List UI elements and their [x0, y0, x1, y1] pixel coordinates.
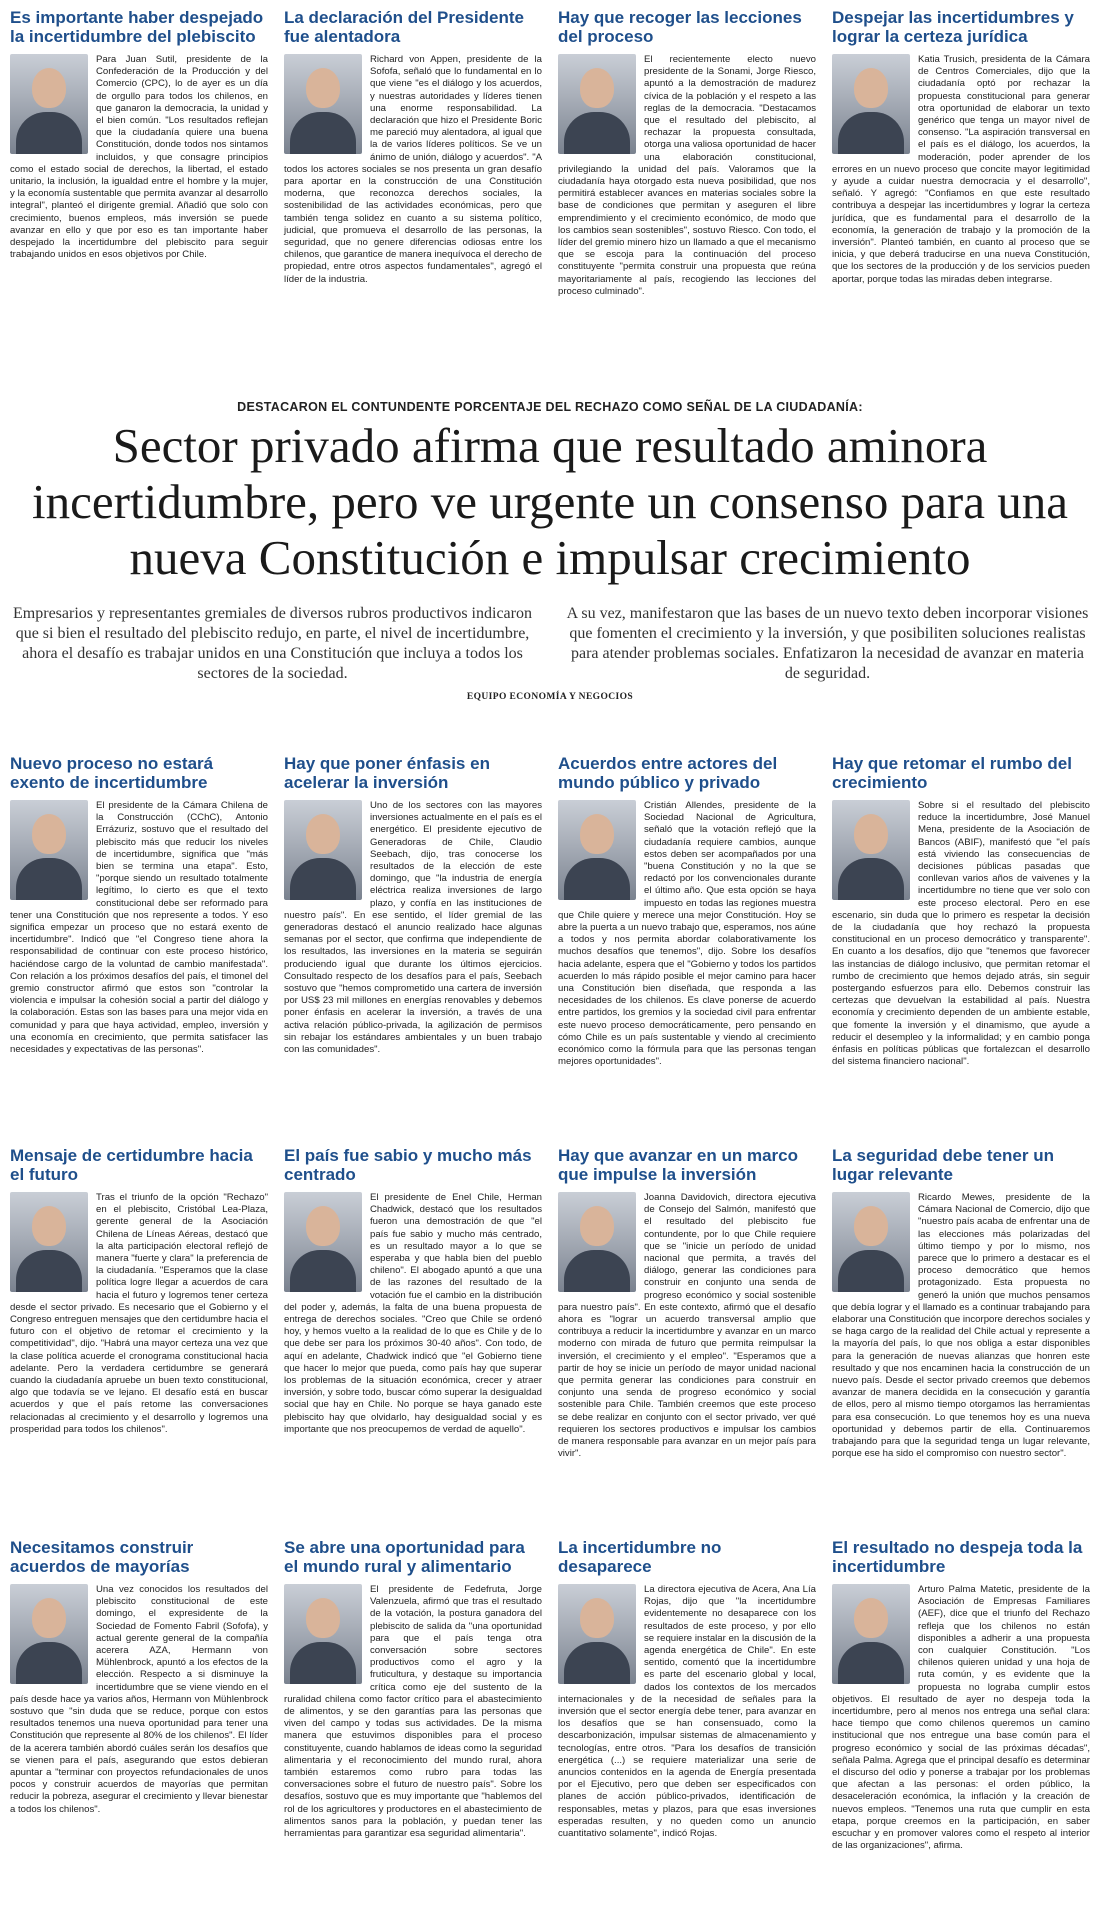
portrait-photo	[10, 54, 88, 154]
portrait-photo	[558, 1192, 636, 1292]
card-title: Se abre una oportunidad para el mundo rural y alimentario	[284, 1538, 525, 1576]
card-title: Hay que retomar el rumbo del crecimiento	[832, 754, 1072, 792]
card-body: El recientemente electo nuevo presidente de la Sonami, Jorge Riesco, apuntó a la demostración de madurez cívica de la población y el respeto a las reglas de la democracia. "Destacamos que el resultado del plebiscito, al rechazar la propuesta consultada, otorga una valiosa oportunidad de hacer una elaboración constitucional, privilegiando la unidad del país. Valoramos que la ciudadanía haya otorgado esta nueva posibilidad, que nos permitirá establecer avances en materias sociales sobre la base de condiciones que permitan y aseguren el libre emprendimiento y el crecimiento económico, de modo que los cambios sean sostenibles", sostuvo Riesco. Con todo, el líder del gremio minero hizo un llamado a que el mecanismo que se escoja para la continuación del proceso constituyente "permita construir una propuesta que reúna mayoritariamente al país, recogiendo las lecciones del proceso culminado".	[558, 54, 816, 297]
card-body: El presidente de Fedefruta, Jorge Valenzuela, afirmó que tras el resultado de la votación, la postura ganadora del plebiscito de salida da "una oportunidad para que el país tenga otra conversación sobre sectores productivos como el agro y la fruticultura, y destaque su importancia crítica como eje del sustento de la ruralidad chilena como factor crítico para el abastecimiento de alimentos, y se den garantías para las personas que viven del campo y todas sus actividades. De la misma manera que estuvimos disponibles para el proceso constituyente, cuando hablamos de ideas como la seguridad alimentaria y el reconocimiento del mundo rural, ahora también estaremos como rubro para todas las conversaciones sobre el futuro de nuestro país". Sobre los desafíos, sostuvo que es muy importante que "hablemos del rol de los agricultores y productores en el abastecimiento de alimentos sanos para la población, y puedan tener las herramientas para garantizar esa seguridad alimentaria".	[284, 1584, 542, 1840]
opinion-card	[558, 8, 816, 298]
portrait-photo	[10, 1584, 88, 1684]
card-title: El resultado no despeja toda la incertidumbre	[832, 1538, 1083, 1576]
portrait-photo	[558, 800, 636, 900]
card-title: La incertidumbre no desaparece	[558, 1538, 722, 1576]
portrait-photo	[284, 800, 362, 900]
card-title: Hay que avanzar en un marco que impulse la inversión	[558, 1146, 798, 1184]
portrait-photo	[558, 1584, 636, 1684]
opinion-card	[832, 1146, 1090, 1460]
opinion-card	[558, 754, 816, 1068]
opinion-row-3	[10, 1146, 1090, 1460]
card-title: Hay que recoger las lecciones del proceso	[558, 8, 802, 46]
card-body: El presidente de Enel Chile, Herman Chadwick, destacó que los resultados fueron una demostración de que "el país fue sabio y mucho más centrado, es un resultado mayor a lo que se esperaba y que habla bien del pueblo chileno". El abogado apuntó a que una de las razones del resultado de la votación fue el cambio en la distribución del poder y, además, la falta de una buena propuesta de entrega de derechos sociales. "Creo que Chile se ordenó hoy, y hemos vuelto a la realidad de lo que es Chile y de lo que debe ser para los próximos 30-40 años". Con todo, de aquí en adelante, Chadwick indicó que "el Gobierno tiene que hacer lo mejor que pueda, como país hay que superar los problemas de la situación económica, crecer y atraer inversión, y sobre todo, buscar cómo superar la desigualdad social que hay en Chile. No porque se haya ganado este plebiscito hay que olvidarlo, hay desigualdad social y es importante que nos preocupemos de verdad de aquello".	[284, 1192, 542, 1435]
card-title: Hay que poner énfasis en acelerar la inversión	[284, 754, 490, 792]
card-body: Ricardo Mewes, presidente de la Cámara Nacional de Comercio, dijo que "nuestro país acaba de enfrentar una de las elecciones más polarizadas del último tiempo y por lo mismo, nos parece que lo primero a destacar es el proceso democrático que hemos protagonizado. Esta propuesta no generó la unión que muchos pensamos que debía lograr y el llamado es a continuar trabajando para elaborar una Constitución que incorpore derechos sociales y se haga cargo de la realidad del Chile actual y represente a la mayoría del país, lo que nos obliga a estar disponibles para la generación de nuevas alianzas que honren este resultado y que nos encaminen hacia la construcción de un nuevo país. Desde el sector privado creemos que debemos avanzar de manera decidida en la consecución y garantía de ellos, pero al mismo tiempo otorgamos las herramientas para esa consecución. Lo que tenemos hoy es una nueva oportunidad y debemos partir de ella. Continuaremos trabajando para que la seguridad tenga un lugar relevante, porque ese ha sido el compromiso con nuestro sector".	[832, 1192, 1090, 1460]
opinion-card	[832, 754, 1090, 1068]
opinion-card	[832, 1538, 1090, 1852]
opinion-card	[10, 754, 268, 1068]
card-title: Despejar las incertidumbres y lograr la certeza jurídica	[832, 8, 1074, 46]
portrait-photo	[558, 54, 636, 154]
card-body: Katia Trusich, presidenta de la Cámara de Centros Comerciales, dijo que la ciudadanía optó por rechazar la propuesta constitucional para generar otra oportunidad de elaborar un texto genérico que tenga un mayor nivel de consenso. "La aspiración transversal en el país es el diálogo, los acuerdos, la moderación, poder aprender de los errores en un nuevo proceso que concite mayor legitimidad y ayude a cuidar nuestra democracia y el desarrollo", señaló. Y agregó: "Confiamos en que este resultado contribuya a despejar las incertidumbres y lograr la certeza jurídica, que es fundamental para el desarrollo de la economía, la generación de trabajo y la promoción de la inversión". Planteó también, en cuanto al proceso que se inicia, y que deberá traducirse en una nueva Constitución, que los sectores de la producción y de los servicios pueden aportar, porque todas las miradas deben integrarse.	[832, 54, 1090, 285]
portrait-photo	[284, 1584, 362, 1684]
portrait-photo	[832, 1584, 910, 1684]
card-body: Una vez conocidos los resultados del plebiscito constitucional de este domingo, el expresidente de la Sociedad de Fomento Fabril (Sofofa), y actual gerente general de la compañía acerera AZA, Hermann von Mühlenbrock, apuntó a los efectos de la elección. Respecto a si disminuye la incertidumbre que se viene viendo en el país desde hace ya varios años, Hermann von Mühlenbrock sostuvo que "sin duda que se reduce, porque con estos resultados tenemos una nueva oportunidad para tener una Constitución que represente al 80% de los chilenos". El líder de la acerera también abordó cuáles serán los desafíos que se vienen para el país, asegurando que estos debieran apuntar a "terminar con proyectos refundacionales de unos pocos y construir acuerdos de mayorías que permitan reducir la pobreza, asegurar el crecimiento y llevar bienestar a todos los chilenos".	[10, 1584, 268, 1815]
deck-right: A su vez, manifestaron que las bases de un nuevo texto deben incorporar visiones que fomenten el crecimiento y la inversión, y que posibiliten soluciones realistas para atender problemas sociales. Enfatizaron la necesidad de avanzar en materia de seguridad.	[566, 605, 1089, 682]
card-body: Tras el triunfo de la opción "Rechazo" en el plebiscito, Cristóbal Lea-Plaza, gerente general de la Asociación Chilena de Líneas Aéreas, destacó que la alta participación electoral reflejó de manera "fuerte y clara" la preferencia de la ciudadanía. "Esperamos que la clase política logre llegar a acuerdos de cara hacia el futuro y logremos tener certeza desde el sector privado. Es necesario que el Gobierno y el Congreso entreguen mensajes que den certidumbre hacia el futuro con el objetivo de retomar el crecimiento y la competitividad", dijo. "Habrá una mayor certeza una vez que la clase política acuerde el cronograma constitucional hacia adelante. Pero la verdadera certidumbre se generará cuando la ciudadanía apruebe un buen texto constitucional, algo que todavía se ve lejano. El desafío está en buscar acuerdos y que el país retome las conversaciones relacionadas al crecimiento y el desarrollo y logremos una prosperidad para todos los chilenos".	[10, 1192, 268, 1435]
opinion-card	[10, 1538, 268, 1852]
card-body: La directora ejecutiva de Acera, Ana Lía Rojas, dijo que "la incertidumbre evidentemente no desaparece con los resultados de este proceso, y por ello se requiere instalar en la discusión de la agenda energética de Chile". En este sentido, comentó que la incertidumbre es parte del escenario global y local, dados los contextos de los mercados internacionales y de la necesidad de señales para la inversión que el sector energía debe tener, para avanzar en los desafíos que se han consensuado, como la descarbonización, impulsar sistemas de almacenamiento y tecnologías, entre otros. "Para los desafíos de transición energética (...) se requiere materializar una serie de anuncios contenidos en la agenda de Energía presentada por el Ejecutivo, pero que deben ser especificados con planes de acción público-privados, identificación de responsables, metas y plazos, para que esas inversiones esperadas resulten, y no queden como un anuncio cuantitativo solamente", indicó Rojas.	[558, 1584, 816, 1840]
opinion-card	[832, 8, 1090, 298]
card-title: La seguridad debe tener un lugar relevante	[832, 1146, 1054, 1184]
card-body: Arturo Palma Matetic, presidente de la Asociación de Empresas Familiares (AEF), dice que el triunfo del Rechazo refleja que los chilenos no están disponibles a adherir a una propuesta con cualquier Constitución. "Los chilenos quieren unidad y una hoja de ruta común, y es evidente que la propuesta no lograba cumplir estos objetivos. El resultado de ayer no despeja toda la incertidumbre, pero al menos nos entrega una señal clara: hace tiempo que como chilenos queremos un camino institucional que nos entregue una base común para el progreso económico y social de las próximas décadas", señala Palma. Agrega que el principal desafío es determinar el discurso del odio y ponerse a trabajar por los problemas que afectan a las personas: el orden público, la desaceleración económica, la inflación y la creación de nuevos empleos. "Tenemos una ruta que cumplir en esta etapa, porque creemos en la participación, en saber escuchar y en promover valores como el respeto al interior de las organizaciones", afirma.	[832, 1584, 1090, 1852]
portrait-photo	[10, 1192, 88, 1292]
opinion-row-4	[10, 1538, 1090, 1852]
portrait-photo	[832, 800, 910, 900]
byline: EQUIPO ECONOMÍA Y NEGOCIOS	[466, 692, 634, 702]
card-body: El presidente de la Cámara Chilena de la Construcción (CChC), Antonio Errázuriz, sostuvo que el resultado del plebiscito más que reducir los niveles de incertidumbre, significa que "más bien se termina una etapa". Esto, "porque siendo un resultado totalmente legítimo, lo cierto es que el texto constitucional debe ser reformado para tener una Constitución que nos represente a todos. Y eso significa empezar un proceso que no estará exento de incertidumbre". Indicó que "el Congreso tiene ahora la responsabilidad de continuar con este proceso histórico, haciéndose cargo de la voluntad de cambio manifestada". Con relación a los próximos desafíos del país, el timonel del gremio constructor afirmó que estos son "controlar la violencia e impulsar la cohesión social a partir del diálogo y la colaboración. Estas son las bases para una mejor vida en comunidad y para que haya actividad, empleo, inversión y una economía en crecimiento, que permita satisfacer las necesidades y expectativas de las personas".	[10, 800, 268, 1056]
portrait-photo	[10, 800, 88, 900]
deck	[10, 604, 1090, 684]
card-title: Nuevo proceso no estará exento de incertidumbre	[10, 754, 214, 792]
portrait-photo	[284, 54, 362, 154]
newspaper-page	[10, 8, 1090, 1908]
card-title: Es importante haber despejado la incertidumbre del plebiscito	[10, 8, 264, 46]
card-body: Cristián Allendes, presidente de la Sociedad Nacional de Agricultura, señaló que la votación reflejó que la ciudadanía requiere cambios, aunque estos deben ser acompañados por una "buena Constitución y no la que se redactó por los convencionales durante el último año. Que esta opción se haya impuesto en todas las regiones muestra que Chile quiere y merece una mejor Constitución. Hoy se abre la puerta a un nuevo trabajo que, esperamos, nos aúne a todos y nos permita abordar colaborativamente los muchos desafíos que tenemos", dijo. Sobre los desafíos hacia adelante, espera que el "Gobierno y todos los partidos acuerden lo más rápido posible el mejor camino para hacer una Constitución bien diseñada, que responda a las necesidades de los chilenos. Es clave ponerse de acuerdo entre partidos, los gremios y la sociedad civil para enfrentar este nuevo proceso democráticamente, pero pensando en cómo Chile es un país sustentable y viendo al crecimiento económico como la fórmula para que las personas tengan mejores oportunidades".	[558, 800, 816, 1068]
opinion-card	[284, 754, 542, 1068]
opinion-card	[558, 1538, 816, 1852]
opinion-card	[284, 8, 542, 298]
portrait-photo	[832, 54, 910, 154]
card-body: Para Juan Sutil, presidente de la Confederación de la Producción y del Comercio (CPC), lo de ayer es un día de orgullo para todos los chilenos, en que ganaron la democracia, la unidad y el bien común. "Los resultados reflejan que la ciudadanía quiere una buena Constitución, donde todos nos sintamos incluidos, y que consagre principios como el estado social de derechos, la libertad, el estado unitario, la inclusión, la igualdad entre el hombre y la mujer, y la economía sustentable que permita avanzar al desarrollo integral", planteó el dirigente gremial. Añadió que solo con crecimiento, buenos empleos, más inversión se puede avanzar en ello y que por eso es tan importante haber despejado la incertidumbre del plebiscito para seguir trabajando unidos en esos objetivos por Chile.	[10, 54, 268, 261]
card-body: Uno de los sectores con las mayores inversiones actualmente en el país es el energético. El presidente ejecutivo de Generadoras de Chile, Claudio Seebach, dijo, tras conocerse los resultados de la elección de este domingo, que "la industria de energía eléctrica realiza inversiones de largo plazo, y confía en las instituciones de nuestro país". En ese sentido, el líder gremial de las generadoras destacó el anuncio realizado hace algunas semanas por el sector, que confirma que independiente de los resultados, las inversiones en la materia se seguirán produciendo igual que durante los últimos ejercicios. Consultado respecto de los desafíos para el país, Seebach sostuvo que "hemos comprometido una cartera de inversión por US$ 23 mil millones en energías renovables y debemos poner énfasis en acelerar la inversión, a través de una activa relación público-privada, la agilización de permisos sin rebajar los estándares ambientales y un buen trabajo con las comunidades".	[284, 800, 542, 1056]
opinion-card	[284, 1146, 542, 1460]
portrait-photo	[832, 1192, 910, 1292]
card-body: Richard von Appen, presidente de la Sofofa, señaló que lo fundamental en lo que viene "es el diálogo y los acuerdos, y nuestras autoridades y líderes tienen una enorme responsabilidad. La declaración que hizo el Presidente Boric me pareció muy alentadora, al igual que la de varios líderes políticos. Se ve un ánimo de unión, diálogo y acuerdos". "A todos los actores sociales se nos presenta un gran desafío para aportar en la construcción de una Constitución moderna, que reconozca derechos sociales, la sostenibilidad de las actividades económicas, pero que también tenga solidez en cuanto a su sistema político, judicial, que promueva el desarrollo de las personas, la seguridad, que no genere diferencias odiosas entre los chilenos, que garantice de manera inequívoca el derecho de propiedad, entre otros aspectos fundamentales", agregó el líder de la industria.	[284, 54, 542, 285]
card-title: El país fue sabio y mucho más centrado	[284, 1146, 532, 1184]
opinion-row-2	[10, 754, 1090, 1068]
headline-block	[10, 400, 1090, 728]
portrait-photo	[284, 1192, 362, 1292]
opinion-card	[10, 1146, 268, 1460]
card-title: Necesitamos construir acuerdos de mayorías	[10, 1538, 194, 1576]
deck-left: Empresarios y representantes gremiales de diversos rubros productivos indicaron que si bien el resultado del plebiscito redujo, en parte, el nivel de incertidumbre, ahora el desafío es trabajar unidos en una Constitución que incluya a todos los sectores de la sociedad.	[13, 605, 532, 682]
opinion-card	[558, 1146, 816, 1460]
card-body: Sobre si el resultado del plebiscito reduce la incertidumbre, José Manuel Mena, presidente de la Asociación de Bancos (ABIF), manifestó que "el país está viviendo las consecuencias de decisiones públicas pasadas que conllevan varios años de vaivenes y la incertidumbre no tiene que ver solo con este proceso electoral. Pero en ese escenario, sin duda que lo primero es respetar la decisión de la ciudadanía que hoy rechazó la propuesta constitucional en un proceso democrático y transparente". En cuanto a los desafíos, dijo que "tenemos que favorecer las instancias de diálogo inclusivo, que permitan retomar el rumbo de crecimiento que hemos dejado atrás, sin seguir postergando esfuerzos para ello. Debemos construir las certezas que devuelvan la estabilidad al país. Nuestra economía y crecimiento dependen de un ambiente estable, que fomente la inversión y el dinamismo, que ayude a reducir el desempleo y la informalidad; y en cambio ponga énfasis en políticas públicas que fortalezcan el desarrollo del sistema financiero nacional".	[832, 800, 1090, 1068]
card-title: La declaración del Presidente fue alentadora	[284, 8, 524, 46]
top-opinion-row	[10, 8, 1090, 360]
opinion-card	[10, 8, 268, 298]
opinion-card	[284, 1538, 542, 1852]
card-body: Joanna Davidovich, directora ejecutiva de Consejo del Salmón, manifestó que el resultado del plebiscito fue contundente, por lo que Chile requiere que se "inicie un período de unidad nacional que permita, a través del diálogo, generar las condiciones para construir en conjunto una senda de progreso económico y social sostenible para nuestro país". En este contexto, afirmó que el desafío ahora es "lograr un acuerdo transversal amplio que contribuya a reducir la incertidumbre y avanzar en un marco moderno con mirada de futuro que permita reimpulsar la inversión, el crecimiento y el empleo". "Esperamos que a partir de hoy se inicie un período de mayor unidad nacional que permita generar las condiciones para construir en conjunto una senda de progreso económico y social sostenible para Chile. También creemos que este proceso se debe realizar en conjunto con el sector privado, ver qué requieren los sectores productivos e impulsar los cambios de manera responsable para avanzar en un mejor país para vivir".	[558, 1192, 816, 1460]
card-title: Mensaje de certidumbre hacia el futuro	[10, 1146, 253, 1184]
kicker: DESTACARON EL CONTUNDENTE PORCENTAJE DEL RECHAZO COMO SEÑAL DE LA CIUDADANÍA:	[237, 400, 863, 414]
card-title: Acuerdos entre actores del mundo público y privado	[558, 754, 778, 792]
main-headline: Sector privado afirma que resultado aminora incertidumbre, pero ve urgente un consenso para una nueva Constitución e impulsar crecimiento	[32, 418, 1068, 585]
